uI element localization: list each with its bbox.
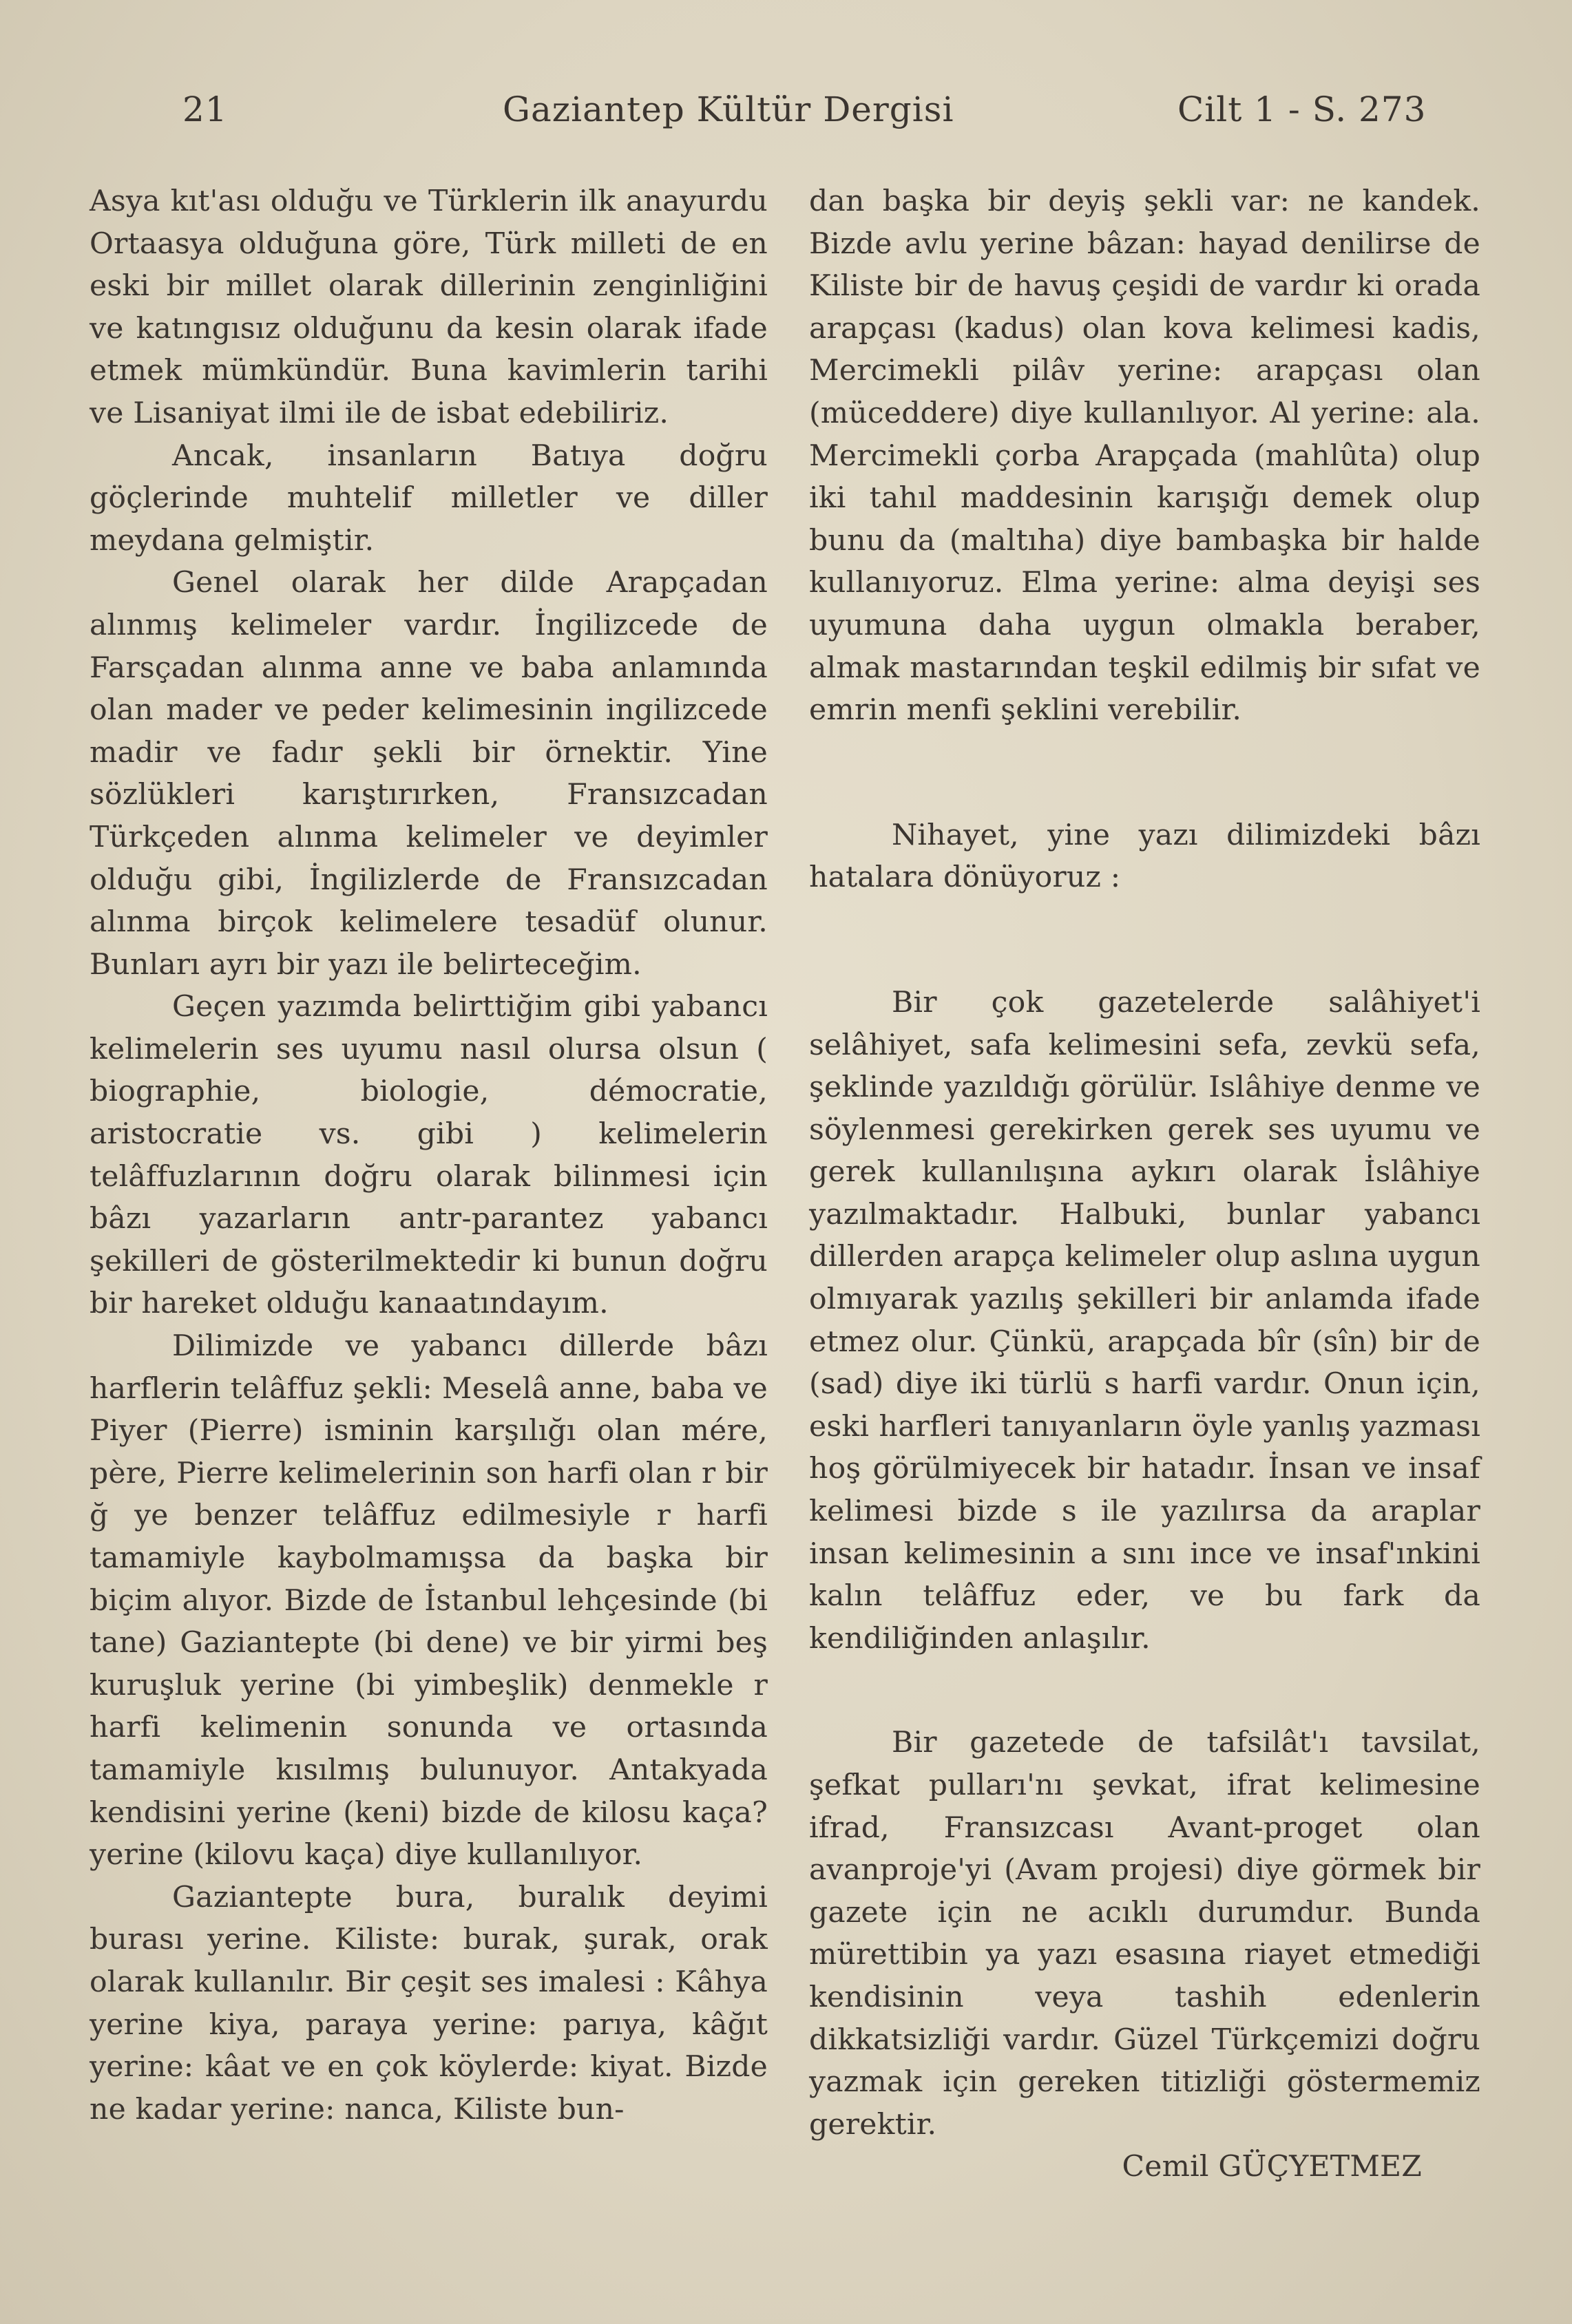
paragraph: Gaziantepte bura, buralık deyimi burası yerine. Kiliste: burak, şurak, orak olarak kullanılır. Bir çeşit ses imalesi : Kâhya yerine kiya, paraya yerine: parıya, kâğıt yerine: kâat ve en çok köylerde: kiyat. Bizde ne kadar yerine: nanca, Kiliste bun- [90,1880,768,2126]
spacer [809,732,1480,814]
paragraph: Bir çok gazetelerde salâhiyet'i selâhiyet, safa kelimesini sefa, zevkü sefa, şeklinde yazıldığı görülür. Islâhiye denme ve söylenmesi gerekirken gerek ses uyumu ve gerek kullanılışına aykırı olarak İslâhiye yazılmaktadır. Halbuki, bunlar yabancı dillerden arapça kelimeler olup aslına uygun olmıyarak yazılış şekilleri bir anlamda ifade etmez olur. Çünkü, arapçada bîr (sîn) bir de (sad) diye iki türlü s harfi vardır. Onun için, eski harfleri tanıyanların öyle yanlış yazması hoş görülmiyecek bir hatadır. İnsan ve insaf kelimesi bizde s ile yazılırsa da araplar insan kelimesinin a sını ince ve insaf'ınkini kalın telâffuz eder, ve bu fark da kendiliğinden anlaşılır. [809,985,1480,1656]
page-header [0,89,1572,145]
paragraph: Asya kıt'ası olduğu ve Türklerin ilk anayurdu Ortaasya olduğuna göre, Türk milleti de en eski bir millet olarak dillerinin zenginliğini ve katıngısız olduğunu da kesin olarak ifade etmek mümkündür. Buna kavimlerin tarihi ve Lisaniyat ilmi ile de isbat edebiliriz. [90,184,768,430]
right-column [809,180,1480,2188]
paragraph: Geçen yazımda belirttiğim gibi yabancı kelimelerin ses uyumu nasıl olursa olsun ( biographie, biologie, démocratie, aristocratie vs. gibi ) kelimelerin telâffuzlarının doğru olarak bilinmesi için bâzı yazarların antr-parantez yabancı şekilleri de gösterilmektedir ki bunun doğru bir hareket olduğu kanaatındayım. [90,990,768,1321]
paragraph: dan başka bir deyiş şekli var: ne kandek. Bizde avlu yerine bâzan: hayad denilirse de Kiliste bir de havuş çeşidi de vardır ki orada arapçası (kadus) olan kova kelimesi kadis, Mercimekli pilâv yerine: arapçası olan (müceddere) diye kullanılıyor. Al yerine: ala. Mercimekli çorba Arapçada (mahlûta) olup iki tahıl maddesinin karışığı demek olup bunu da (maltıha) diye bambaşka bir halde kullanıyoruz. Elma yerine: alma deyişi ses uyumuna daha uygun olmakla beraber, almak mastarından teşkil edilmiş bir sıfat ve emrin menfi şeklini verebilir. [809,184,1480,728]
journal-title: Gaziantep Kültür Dergisi [503,89,954,129]
paragraph: Ancak, insanların Batıya doğru göçlerinde muhtelif milletler ve diller meydana gelmiştir. [90,439,768,558]
paragraph: Bir gazetede de tafsilât'ı tavsilat, şefkat pulları'nı şevkat, ifrat kelimesine ifrad, Fransızcası Avant-proget olan avanproje'yi (Avam projesi) diye görmek bir gazete için ne acıklı durumdur. Bunda mürettibin ya yazı esasına riayet etmediği kendisinin veya tashih edenlerin dikkatsizliği vardır. Güzel Türkçemizi doğru yazmak için gereken titizliği göstermemiz gerektir. [809,1726,1480,2142]
spacer [809,1660,1480,1722]
section-intro: Nihayet, yine yazı dilimizdeki bâzı hatalara dönüyoruz : [809,818,1480,895]
issue-number: Cilt 1 - S. 273 [1177,89,1427,129]
left-column [90,180,768,2131]
spacer [809,899,1480,982]
paragraph: Dilimizde ve yabancı dillerde bâzı harflerin telâffuz şekli: Meselâ anne, baba ve Piyer (Pierre) isminin karşılığı olan mére, père, Pierre kelimelerinin son harfi olan r bir ğ ye benzer telâffuz edilmesiyle r harfi tamamiyle kaybolmamışsa da başka bir biçim alıyor. Bizde de İstanbul lehçesinde (bi tane) Gaziantepte (bi dene) ve bir yirmi beş kuruşluk yerine (bi yimbeşlik) denmekle r harfi kelimenin sonunda ve ortasında tamamiyle kısılmış bulunuyor. Antakyada kendisini yerine (keni) bizde de kilosu kaça? yerine (kilovu kaça) diye kullanılıyor. [90,1329,768,1872]
page-number: 21 [182,89,228,129]
author-signature: Cemil GÜÇYETMEZ [1122,2150,1422,2184]
paragraph: Genel olarak her dilde Arapçadan alınmış kelimeler vardır. İngilizcede de Farsçadan alınma anne ve baba anlamında olan mader ve peder kelimesinin ingilizcede madir ve fadır şekli bir örnektir. Yine sözlükleri karıştırırken, Fransızcadan Türkçeden alınma kelimeler ve deyimler olduğu gibi, İngilizlerde de Fransızcadan alınma birçok kelimelere tesadüf olunur. Bunları ayrı bir yazı ile belirteceğim. [90,566,768,982]
